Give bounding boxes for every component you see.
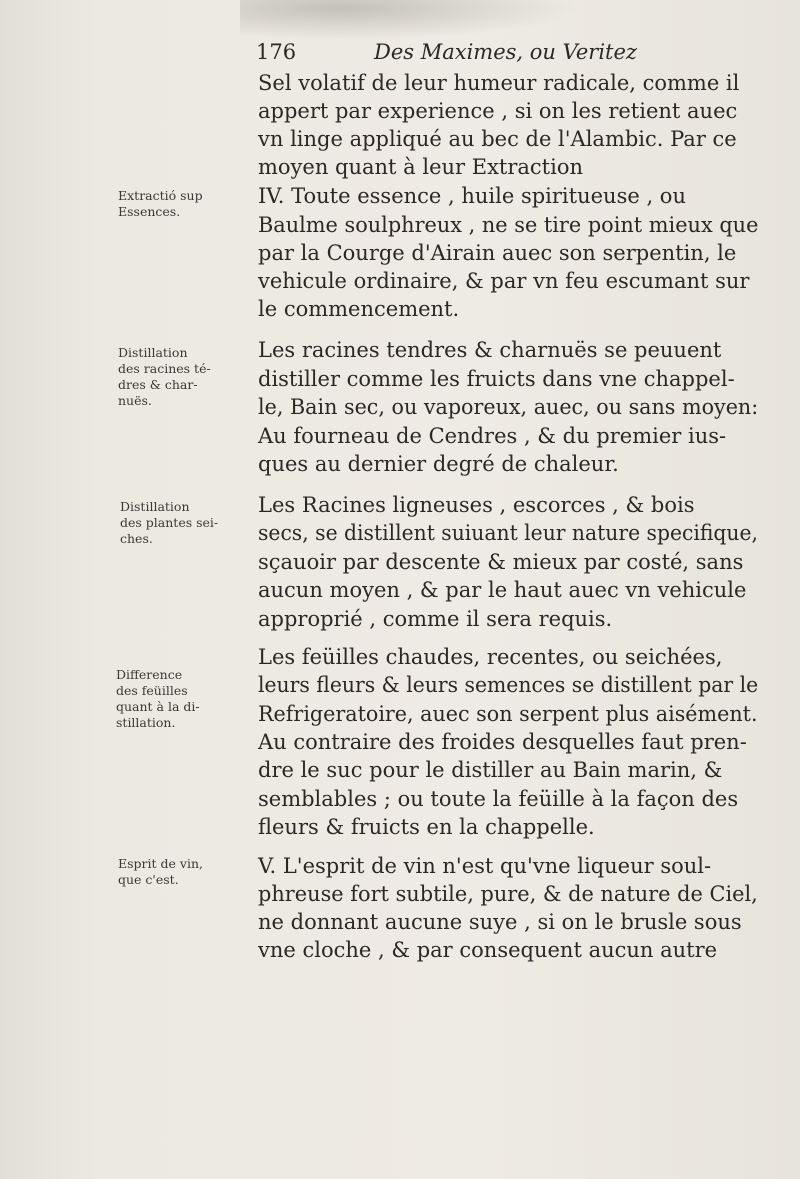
margin-note-line: des feüilles (116, 683, 188, 698)
text-line: vne cloche , & par consequent aucun autre (258, 938, 718, 962)
margin-note-plantes (120, 499, 218, 547)
text-line: Au fourneau de Cendres , & du premier ius- (258, 424, 727, 448)
text-line: Les racines tendres & charnuës se peuuent (258, 338, 722, 362)
text-line: vehicule ordinaire, & par vn feu escumant sur (258, 269, 750, 293)
margin-note-racines (118, 345, 211, 409)
margin-note-esprit (118, 856, 203, 888)
margin-note-line: ches. (120, 531, 153, 546)
running-title: Des Maximes, ou Veritez (374, 40, 637, 64)
margin-note-line: Esprit de vin, (118, 856, 203, 871)
page-header (256, 40, 756, 66)
text-line: secs, se distillent suiuant leur nature specifique, (258, 521, 758, 545)
margin-note-line: dres & char- (118, 377, 198, 392)
text-line: dre le suc pour le distiller au Bain marin, & (258, 758, 723, 782)
text-line: Sel volatif de leur humeur radicale, comme il (258, 71, 740, 95)
text-line: Les Racines ligneuses , escorces , & bois (258, 493, 695, 517)
text-line: aucun moyen , & par le haut auec vn vehicule (258, 578, 747, 602)
margin-note-line: que c'est. (118, 872, 179, 887)
margin-note-line: des racines té- (118, 361, 211, 376)
text-line: approprié , comme il sera requis. (258, 607, 613, 631)
text-line: ques au dernier degré de chaleur. (258, 452, 619, 476)
text-line: Baulme soulphreux , ne se tire point mieux que (258, 213, 759, 237)
text-line: Refrigeratoire, auec son serpent plus aisément. (258, 702, 758, 726)
margin-note-line: Distillation (118, 345, 188, 360)
margin-note-line: nuës. (118, 393, 152, 408)
margin-note-line: des plantes sei- (120, 515, 219, 530)
text-line: sçauoir par descente & mieux par costé, sans (258, 550, 744, 574)
page-number: 176 (256, 40, 297, 64)
margin-note-line: Difference (116, 667, 183, 682)
margin-note-extraction (118, 188, 203, 220)
text-line: IV. Toute essence , huile spiritueuse , ou (258, 184, 686, 208)
text-line: le commencement. (258, 297, 460, 321)
text-line: phreuse fort subtile, pure, & de nature de Ciel, (258, 882, 758, 906)
text-line: semblables ; ou toute la feüille à la façon des (258, 787, 739, 811)
text-line: moyen quant à leur Extraction (258, 155, 584, 179)
text-line: ne donnant aucune suye , si on le brusle sous (258, 910, 742, 934)
text-line: distiller comme les fruicts dans vne chappel- (258, 367, 735, 391)
margin-note-line: quant à la di- (116, 699, 200, 714)
ink-stain (240, 0, 580, 40)
text-line: vn linge appliqué au bec de l'Alambic. Par ce (258, 127, 737, 151)
text-line: appert par experience , si on les retient auec (258, 99, 738, 123)
margin-note-line: Extractió sup (118, 188, 203, 203)
text-line: le, Bain sec, ou vaporeux, auec, ou sans moyen: (258, 395, 759, 419)
text-line: V. L'esprit de vin n'est qu'vne liqueur soul- (258, 854, 712, 878)
margin-note-feuilles (116, 667, 200, 731)
text-line: Au contraire des froides desquelles faut pren- (258, 730, 747, 754)
text-line: leurs fleurs & leurs semences se distillent par le (258, 673, 759, 697)
text-line: par la Courge d'Airain auec son serpentin, le (258, 241, 737, 265)
margin-note-line: stillation. (116, 715, 176, 730)
margin-note-line: Distillation (120, 499, 190, 514)
text-line: fleurs & fruicts en la chappelle. (258, 815, 595, 839)
text-line: Les feüilles chaudes, recentes, ou seichées, (258, 645, 723, 669)
margin-note-line: Essences. (118, 204, 181, 219)
